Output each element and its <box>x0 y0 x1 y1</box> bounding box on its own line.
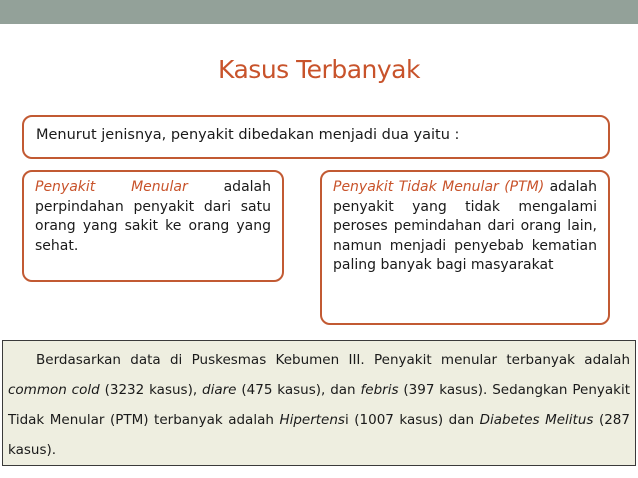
intro-box <box>22 115 610 159</box>
non-communicable-disease-term: Penyakit Tidak Menular (PTM) <box>333 179 545 195</box>
infectious-disease-box <box>22 170 284 282</box>
infectious-disease-definition: adalah perpindahan penyakit dari satu orang yang sakit ke orang yang sehat. <box>35 179 271 254</box>
non-communicable-disease-box <box>320 170 610 325</box>
disease-common-cold: common cold <box>8 382 100 398</box>
infectious-disease-term: Penyakit Menular <box>35 179 188 195</box>
non-communicable-disease-definition: adalah penyakit yang tidak mengalami peroses pemindahan dari orang lain, namun menjadi penyebab kematian paling banyak bagi masyarakat <box>333 179 597 273</box>
summary-text-2: (3232 kasus), <box>99 382 203 398</box>
disease-diabetes-melitus: Diabetes Melitus <box>479 412 594 428</box>
summary-text-6: (287 kasus). <box>8 412 630 458</box>
summary-text-4: (397 kasus). Sedangkan Penyakit Tidak Menular (PTM) terbanyak adalah <box>8 382 631 428</box>
summary-text-3: (475 kasus), dan <box>236 382 361 398</box>
disease-hipertensi: Hipertens <box>279 412 345 428</box>
summary-panel <box>2 340 636 466</box>
intro-text: Menurut jenisnya, penyakit dibedakan menjadi dua yaitu : <box>36 127 460 143</box>
disease-diare: diare <box>202 382 237 398</box>
page-title: Kasus Terbanyak <box>218 55 420 84</box>
summary-text-5: i (1007 kasus) dan <box>344 412 480 428</box>
disease-febris: febris <box>360 382 399 398</box>
top-band <box>0 0 638 24</box>
summary-text-1: Berdasarkan data di Puskesmas Kebumen III. Penyakit menular terbanyak adalah <box>36 352 630 368</box>
